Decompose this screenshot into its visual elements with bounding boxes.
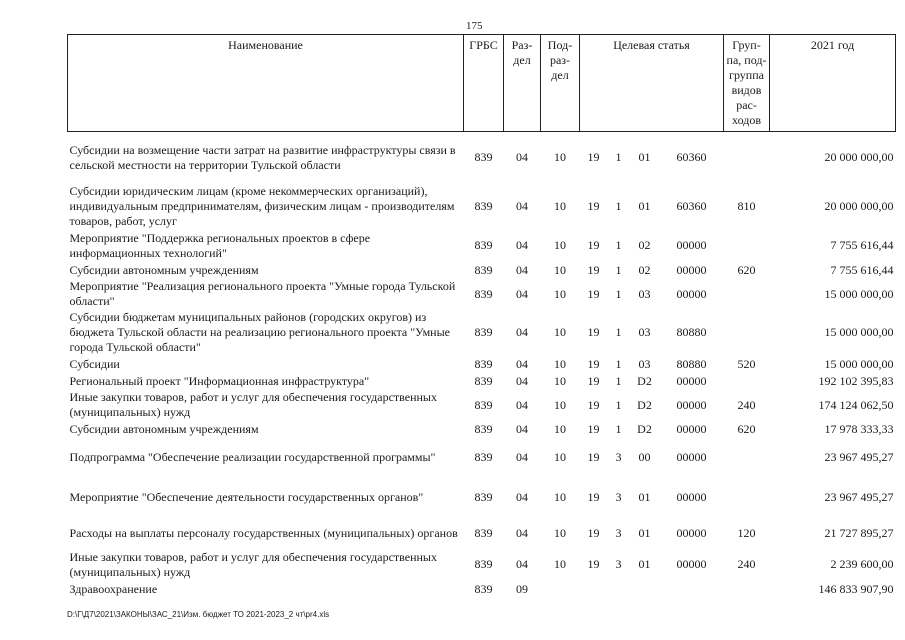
- cell-amount: 23 967 495,27: [824, 450, 894, 464]
- cell-t3: 01: [638, 199, 651, 213]
- table-row: [68, 356, 896, 373]
- cell-t2: 1: [615, 422, 622, 436]
- table-row: [68, 519, 896, 549]
- header-tselevaya-statya: Целевая статья: [580, 35, 724, 132]
- cell-pr: 10: [554, 526, 566, 540]
- cell-amount: 7 755 616,44: [830, 238, 894, 252]
- cell-t3: 01: [638, 557, 651, 571]
- cell-vr: 240: [737, 397, 756, 412]
- cell-rz: 04: [516, 238, 528, 252]
- cell-t4: [660, 581, 724, 599]
- table-header-row: [68, 35, 896, 132]
- cell-name: Мероприятие "Поддержка региональных проектов в сфере информационных технологий": [69, 230, 371, 260]
- cell-t2: [608, 581, 630, 599]
- cell-t4: 00000: [676, 490, 707, 504]
- cell-vr: 520: [737, 356, 756, 371]
- cell-amount: 15 000 000,00: [824, 356, 894, 371]
- cell-grbs: 839: [474, 557, 493, 571]
- cell-amount: 21 727 895,27: [824, 526, 894, 540]
- cell-grbs: 839: [474, 450, 493, 464]
- table-row: [68, 132, 896, 184]
- cell-vr: [724, 279, 770, 310]
- cell-t1: 19: [587, 356, 600, 371]
- cell-amount: 23 967 495,27: [824, 490, 894, 504]
- cell-vr: 120: [737, 526, 756, 540]
- cell-t4: 80880: [676, 325, 707, 339]
- cell-grbs: 839: [474, 356, 493, 371]
- cell-name: Субсидии: [69, 356, 120, 371]
- cell-t3: 00: [638, 450, 651, 464]
- cell-t4: 00000: [676, 557, 707, 571]
- cell-name: Мероприятие "Обеспечение деятельности государственных органов": [69, 490, 424, 504]
- header-gruppa-vidov-rashodov: Груп- па, под- группа видов рас- ходов: [724, 35, 770, 132]
- cell-pr: 10: [554, 262, 566, 277]
- cell-t3: 01: [638, 150, 651, 165]
- cell-t2: 1: [615, 150, 622, 165]
- cell-t4: 60360: [676, 150, 707, 165]
- cell-t3: D2: [637, 422, 652, 436]
- cell-rz: 04: [516, 557, 528, 571]
- cell-amount: 174 124 062,50: [818, 397, 894, 412]
- cell-name: Субсидии бюджетам муниципальных районов (городских округов) из бюджета Тульской области на реализацию регионального проекта "Умные города Тульской области": [69, 310, 450, 354]
- cell-t1: 19: [587, 150, 600, 165]
- cell-t2: 1: [615, 373, 622, 388]
- cell-rz: 04: [516, 490, 528, 504]
- cell-t4: 00000: [676, 373, 707, 388]
- cell-name: Региональный проект "Информационная инфраструктура": [69, 373, 370, 388]
- cell-grbs: 839: [474, 582, 493, 596]
- cell-vr: [724, 439, 770, 477]
- cell-t1: 19: [587, 526, 600, 540]
- cell-rz: 04: [516, 422, 528, 436]
- cell-t4: 00000: [676, 262, 707, 277]
- cell-t3: 03: [638, 325, 651, 339]
- cell-pr: 10: [554, 422, 566, 436]
- table-row: [68, 262, 896, 279]
- cell-t3: 02: [638, 238, 651, 252]
- cell-pr: 10: [554, 557, 566, 571]
- cell-vr: [724, 132, 770, 184]
- cell-t3: 01: [638, 490, 651, 504]
- cell-amount: 7 755 616,44: [830, 262, 894, 277]
- cell-pr: 10: [554, 356, 566, 371]
- cell-rz: 04: [516, 150, 528, 165]
- cell-t2: 3: [615, 526, 622, 540]
- cell-name: Иные закупки товаров, работ и услуг для обеспечения государственных (муниципальных) нужд: [69, 549, 437, 579]
- cell-vr: 810: [737, 199, 756, 213]
- cell-vr: [724, 230, 770, 262]
- cell-grbs: 839: [474, 238, 493, 252]
- cell-vr: 620: [737, 422, 756, 436]
- cell-name: Субсидии юридическим лицам (кроме некоммерческих организаций), индивидуальным предпринимателям, физическим лицам - производителям товаров, работ, услуг: [69, 184, 455, 228]
- table-row: [68, 390, 896, 421]
- cell-pr: 10: [554, 150, 566, 165]
- cell-t4: 80880: [676, 356, 707, 371]
- cell-name: Здравоохранение: [69, 582, 158, 596]
- cell-t1: 19: [587, 450, 600, 464]
- cell-amount: 192 102 395,83: [818, 373, 894, 388]
- cell-grbs: 839: [474, 490, 493, 504]
- cell-t2: 1: [615, 286, 622, 301]
- cell-t3: [630, 581, 660, 599]
- cell-rz: 09: [516, 582, 528, 596]
- cell-pr: 10: [554, 373, 566, 388]
- cell-amount: 15 000 000,00: [824, 286, 894, 301]
- cell-amount: 146 833 907,90: [818, 582, 894, 596]
- cell-rz: 04: [516, 526, 528, 540]
- cell-t4: 00000: [676, 526, 707, 540]
- cell-t1: 19: [587, 373, 600, 388]
- cell-t2: 1: [615, 238, 622, 252]
- cell-pr: 10: [554, 238, 566, 252]
- table-row: [68, 421, 896, 439]
- cell-t4: 00000: [676, 450, 707, 464]
- table-row: [68, 373, 896, 390]
- cell-t1: 19: [587, 238, 600, 252]
- cell-t3: 03: [638, 356, 651, 371]
- cell-vr: [724, 310, 770, 356]
- cell-grbs: 839: [474, 199, 493, 213]
- cell-grbs: 839: [474, 373, 493, 388]
- cell-t4: 60360: [676, 199, 707, 213]
- cell-t2: 1: [615, 397, 622, 412]
- cell-rz: 04: [516, 450, 528, 464]
- cell-rz: 04: [516, 286, 528, 301]
- table-row: [68, 184, 896, 230]
- cell-pr: [541, 581, 580, 599]
- cell-rz: 04: [516, 356, 528, 371]
- cell-t3: D2: [637, 397, 652, 412]
- cell-t1: 19: [587, 422, 600, 436]
- cell-t1: 19: [587, 325, 600, 339]
- header-grbs: ГРБС: [464, 35, 504, 132]
- cell-rz: 04: [516, 325, 528, 339]
- cell-pr: 10: [554, 199, 566, 213]
- cell-t4: 00000: [676, 286, 707, 301]
- header-razdel: Раз- дел: [504, 35, 541, 132]
- cell-t2: 3: [615, 490, 622, 504]
- cell-amount: 17 978 333,33: [824, 422, 894, 436]
- cell-vr: [724, 581, 770, 599]
- cell-t1: 19: [587, 490, 600, 504]
- cell-t3: 03: [638, 286, 651, 301]
- cell-pr: 10: [554, 325, 566, 339]
- cell-vr: [724, 373, 770, 390]
- cell-t1: 19: [587, 262, 600, 277]
- cell-amount: 2 239 600,00: [830, 557, 894, 571]
- cell-vr: [724, 477, 770, 519]
- cell-t4: 00000: [676, 422, 707, 436]
- cell-rz: 04: [516, 397, 528, 412]
- cell-grbs: 839: [474, 526, 493, 540]
- cell-pr: 10: [554, 450, 566, 464]
- cell-name: Мероприятие "Реализация регионального проекта "Умные города Тульской области": [69, 279, 456, 308]
- cell-vr: 240: [737, 557, 756, 571]
- cell-t4: 00000: [676, 238, 707, 252]
- cell-name: Субсидии автономным учреждениям: [69, 262, 259, 277]
- cell-grbs: 839: [474, 325, 493, 339]
- cell-t2: 3: [615, 450, 622, 464]
- cell-t2: 3: [615, 557, 622, 571]
- budget-table: [67, 34, 896, 599]
- cell-t1: 19: [587, 397, 600, 412]
- table-row: [68, 477, 896, 519]
- cell-t1: 19: [587, 286, 600, 301]
- cell-rz: 04: [516, 262, 528, 277]
- table-row: [68, 310, 896, 356]
- cell-grbs: 839: [474, 397, 493, 412]
- cell-t2: 1: [615, 199, 622, 213]
- cell-grbs: 839: [474, 262, 493, 277]
- cell-grbs: 839: [474, 422, 493, 436]
- cell-t1: 19: [587, 557, 600, 571]
- cell-amount: 15 000 000,00: [824, 325, 894, 339]
- cell-name: Иные закупки товаров, работ и услуг для обеспечения государственных (муниципальных) нужд: [69, 390, 437, 419]
- file-path-footer: D:\Г\Д7\2021\ЗАКОНЫ\ЗАС_21\Изм. бюджет ТО 2021-2023_2 чт\pr4.xls: [67, 610, 330, 619]
- page-number: 175: [466, 20, 483, 32]
- table-body: [68, 132, 896, 599]
- cell-vr: 620: [737, 262, 756, 277]
- cell-pr: 10: [554, 490, 566, 504]
- cell-name: Расходы на выплаты персоналу государственных (муниципальных) органов: [69, 526, 458, 540]
- cell-grbs: 839: [474, 150, 493, 165]
- table-row: [68, 549, 896, 581]
- cell-t2: 1: [615, 262, 622, 277]
- cell-pr: 10: [554, 397, 566, 412]
- cell-t4: 00000: [676, 397, 707, 412]
- header-year-2021: 2021 год: [770, 35, 896, 132]
- cell-pr: 10: [554, 286, 566, 301]
- cell-t1: [580, 581, 608, 599]
- cell-amount: 20 000 000,00: [824, 150, 894, 165]
- cell-name: Субсидии автономным учреждениям: [69, 422, 259, 436]
- cell-t3: 01: [638, 526, 651, 540]
- cell-grbs: 839: [474, 286, 493, 301]
- cell-rz: 04: [516, 373, 528, 388]
- cell-t2: 1: [615, 325, 622, 339]
- cell-rz: 04: [516, 199, 528, 213]
- table-row: [68, 439, 896, 477]
- cell-amount: 20 000 000,00: [824, 199, 894, 213]
- header-name: Наименование: [68, 35, 464, 132]
- cell-t2: 1: [615, 356, 622, 371]
- cell-name: Подпрограмма "Обеспечение реализации государственной программы": [69, 450, 436, 464]
- cell-name: Субсидии на возмещение части затрат на развитие инфраструктуры связи в сельской местности на территории Тульской области: [69, 142, 456, 172]
- table-row: [68, 581, 896, 599]
- table-row: [68, 279, 896, 310]
- cell-t1: 19: [587, 199, 600, 213]
- cell-t3: D2: [637, 373, 652, 388]
- header-podrazdel: Под- раз- дел: [541, 35, 580, 132]
- table-row: [68, 230, 896, 262]
- cell-t3: 02: [638, 262, 651, 277]
